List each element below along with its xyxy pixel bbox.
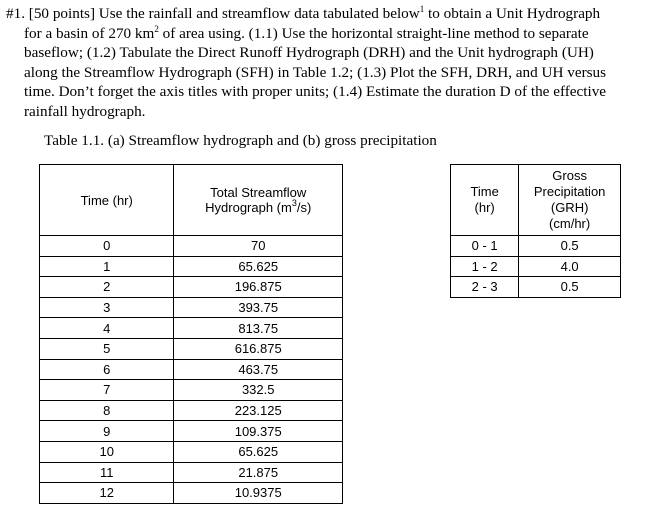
table-row (40, 483, 343, 504)
cell-time: 1 - 2 (451, 256, 519, 277)
problem-line-3: baseflow; (1.2) Tabulate the Direct Runoff Hydrograph (DRH) and the Unit hydrograph (UH) (24, 44, 594, 62)
table-row (40, 318, 343, 339)
table-row (40, 277, 343, 298)
footnote-marker: 1 (419, 4, 425, 14)
cell-time: 0 (40, 236, 174, 257)
cell-time: 2 - 3 (451, 277, 519, 298)
precipitation-table (450, 164, 621, 298)
problem-statement (6, 4, 660, 122)
problem-line-1: #1. [50 points] Use the rainfall and streamflow data tabulated below$^1$ to obtain a Unit Hydrograph (6, 4, 601, 22)
table-row (40, 236, 343, 257)
cell-time: 10 (40, 441, 174, 462)
cell-time: 1 (40, 256, 174, 277)
cell-time: 0 - 1 (451, 236, 519, 257)
cell-time: 11 (40, 462, 174, 483)
table-row (40, 400, 343, 421)
area-exponent: 2 (154, 23, 159, 34)
cell-flow: 65.625 (174, 441, 343, 462)
table-row (40, 380, 343, 401)
cell-time: 2 (40, 277, 174, 298)
cell-time: 9 (40, 421, 174, 442)
cell-precip: 0.5 (519, 277, 621, 298)
table-row (40, 338, 343, 359)
cell-flow: 332.5 (174, 380, 343, 401)
cell-flow: 70 (174, 236, 343, 257)
cell-flow: 10.9375 (174, 483, 343, 504)
table-row (451, 277, 621, 298)
table-row (451, 256, 621, 277)
cell-time: 6 (40, 359, 174, 380)
cell-time: 7 (40, 380, 174, 401)
cell-precip: 0.5 (519, 236, 621, 257)
cell-flow: 616.875 (174, 338, 343, 359)
header-time-interval: Time (hr) (451, 165, 519, 236)
table-row (40, 421, 343, 442)
cell-precip: 4.0 (519, 256, 621, 277)
cell-time: 5 (40, 338, 174, 359)
header-time: Time (hr) (40, 165, 174, 236)
cell-flow: 109.375 (174, 421, 343, 442)
cell-time: 8 (40, 400, 174, 421)
cell-flow: 21.875 (174, 462, 343, 483)
problem-line-6: rainfall hydrograph. (24, 102, 146, 120)
cell-flow: 223.125 (174, 400, 343, 421)
table-row (40, 256, 343, 277)
problem-line-5: time. Don’t forget the axis titles with proper units; (1.4) Estimate the duration D of the effective (24, 83, 607, 101)
streamflow-header-row (40, 165, 343, 236)
table-row (40, 441, 343, 462)
table-row (40, 359, 343, 380)
cell-time: 12 (40, 483, 174, 504)
problem-line-2: for a basin of 270 $km^2$ of area using. (1.1) Use the horizontal straight-line method to separate (24, 23, 589, 42)
cell-flow: 393.75 (174, 297, 343, 318)
table-caption: Table 1.1. (a) Streamflow hydrograph and (b) gross precipitation (44, 132, 437, 149)
cell-flow: 463.75 (174, 359, 343, 380)
cell-flow: 65.625 (174, 256, 343, 277)
header-gross-precipitation: Gross Precipitation (GRH) (cm/hr) (519, 165, 621, 236)
precip-header-row (451, 165, 621, 236)
cell-time: 3 (40, 297, 174, 318)
problem-line-4: along the Streamflow Hydrograph (SFH) in Table 1.2; (1.3) Plot the SFH, DRH, and UH versus (24, 63, 607, 81)
header-total-streamflow: Total Streamflow Hydrograph $(m^3/s)$ (174, 165, 343, 236)
streamflow-table (39, 164, 343, 504)
cell-flow: 196.875 (174, 277, 343, 298)
cell-time: 4 (40, 318, 174, 339)
table-row (451, 236, 621, 257)
cell-flow: 813.75 (174, 318, 343, 339)
table-row (40, 297, 343, 318)
table-row (40, 462, 343, 483)
